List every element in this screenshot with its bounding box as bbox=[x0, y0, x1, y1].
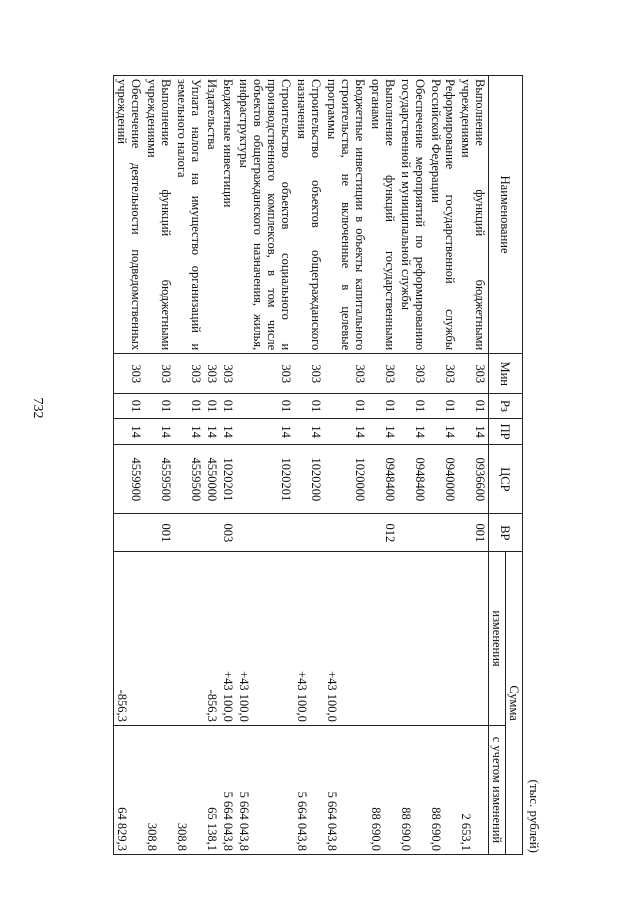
table-row bbox=[324, 76, 368, 855]
table-row bbox=[174, 76, 204, 855]
page-number: 732 bbox=[30, 397, 45, 419]
cell-change: +43 100,0 bbox=[294, 552, 324, 726]
table-row bbox=[398, 76, 428, 855]
table-row bbox=[368, 76, 398, 855]
cell-change bbox=[458, 552, 489, 726]
cell-csr: 1020201 bbox=[220, 445, 236, 514]
cell-pr: 14 bbox=[114, 418, 145, 445]
cell-change bbox=[428, 552, 458, 726]
cell-total: 5 664 043,8 bbox=[220, 725, 236, 854]
cell-vr bbox=[236, 514, 294, 552]
cell-total: 65 138,1 bbox=[204, 725, 220, 854]
cell-total: 88 690,0 bbox=[428, 725, 458, 854]
cell-total: 5 664 043,8 bbox=[236, 725, 294, 854]
cell-total: 308,8 bbox=[144, 725, 174, 854]
header-name: Наименование bbox=[489, 76, 523, 354]
cell-rz: 01 bbox=[220, 394, 236, 418]
table-row bbox=[220, 76, 236, 855]
cell-rz: 01 bbox=[236, 394, 294, 418]
cell-rz: 01 bbox=[174, 394, 204, 418]
cell-rz: 01 bbox=[368, 394, 398, 418]
cell-name: Реформирование государственной службы Российской Федерации bbox=[428, 76, 458, 354]
cell-total: 88 690,0 bbox=[368, 725, 398, 854]
cell-min: 303 bbox=[204, 354, 220, 394]
cell-csr: 0940000 bbox=[428, 445, 458, 514]
budget-sheet bbox=[75, 75, 545, 855]
cell-vr bbox=[204, 514, 220, 552]
cell-pr: 14 bbox=[236, 418, 294, 445]
cell-min: 303 bbox=[324, 354, 368, 394]
cell-csr: 4559500 bbox=[174, 445, 204, 514]
table-row bbox=[204, 76, 220, 855]
cell-min: 303 bbox=[174, 354, 204, 394]
cell-name: Издательства bbox=[204, 76, 220, 354]
cell-csr: 0948400 bbox=[398, 445, 428, 514]
budget-table bbox=[113, 75, 523, 855]
header-pr: ПР bbox=[489, 418, 523, 445]
cell-pr: 14 bbox=[428, 418, 458, 445]
cell-min: 303 bbox=[428, 354, 458, 394]
cell-pr: 14 bbox=[144, 418, 174, 445]
cell-csr: 4559900 bbox=[114, 445, 145, 514]
header-sum: Сумма bbox=[506, 552, 523, 855]
cell-rz: 01 bbox=[398, 394, 428, 418]
cell-pr: 14 bbox=[220, 418, 236, 445]
cell-change: -856,3 bbox=[204, 552, 220, 726]
cell-name: Строительство объектов социального и производственного комплексов, в том числе объектов общегражданского назначения, жилья, инфраструктуры bbox=[236, 76, 294, 354]
cell-pr: 14 bbox=[324, 418, 368, 445]
cell-min: 303 bbox=[368, 354, 398, 394]
cell-name: Выполнение функций бюджетными учреждениями bbox=[458, 76, 489, 354]
cell-change bbox=[144, 552, 174, 726]
cell-total: 5 664 043,8 bbox=[324, 725, 368, 854]
cell-change: -856,3 bbox=[114, 552, 145, 726]
cell-rz: 01 bbox=[428, 394, 458, 418]
cell-rz: 01 bbox=[324, 394, 368, 418]
cell-min: 303 bbox=[144, 354, 174, 394]
cell-name: Бюджетные инвестиции bbox=[220, 76, 236, 354]
cell-change bbox=[398, 552, 428, 726]
table-row bbox=[294, 76, 324, 855]
header-min: Мин bbox=[489, 354, 523, 394]
cell-name: Выполнение функций государственными органами bbox=[368, 76, 398, 354]
cell-pr: 14 bbox=[204, 418, 220, 445]
header-vr: ВР bbox=[489, 514, 523, 552]
cell-vr: 003 bbox=[220, 514, 236, 552]
table-row bbox=[458, 76, 489, 855]
cell-vr bbox=[114, 514, 145, 552]
cell-csr: 1020201 bbox=[236, 445, 294, 514]
cell-min: 303 bbox=[236, 354, 294, 394]
cell-csr: 1020000 bbox=[324, 445, 368, 514]
header-rz: Рз bbox=[489, 394, 523, 418]
cell-min: 303 bbox=[114, 354, 145, 394]
cell-pr: 14 bbox=[174, 418, 204, 445]
cell-pr: 14 bbox=[368, 418, 398, 445]
cell-rz: 01 bbox=[144, 394, 174, 418]
cell-name: Уплата налога на имущество организаций и земельного налога bbox=[174, 76, 204, 354]
cell-change bbox=[368, 552, 398, 726]
cell-csr: 0948400 bbox=[368, 445, 398, 514]
cell-pr: 14 bbox=[294, 418, 324, 445]
table-row bbox=[114, 76, 145, 855]
cell-name: Обеспечение мероприятий по реформированию государственной и муниципальной службы bbox=[398, 76, 428, 354]
cell-csr: 4559500 bbox=[144, 445, 174, 514]
table-body bbox=[114, 76, 489, 855]
cell-min: 303 bbox=[398, 354, 428, 394]
cell-vr: 001 bbox=[458, 514, 489, 552]
cell-rz: 01 bbox=[458, 394, 489, 418]
units-label: (тыс. рублей) bbox=[527, 779, 542, 853]
cell-vr: 001 bbox=[144, 514, 174, 552]
cell-csr: 0936600 bbox=[458, 445, 489, 514]
table-row bbox=[236, 76, 294, 855]
header-csr: ЦСР bbox=[489, 445, 523, 514]
cell-vr: 012 bbox=[368, 514, 398, 552]
cell-rz: 01 bbox=[294, 394, 324, 418]
header-with-changes: с учетом изменений bbox=[489, 725, 506, 854]
cell-vr bbox=[294, 514, 324, 552]
cell-total: 308,8 bbox=[174, 725, 204, 854]
cell-name: Выполнение функций бюджетными учреждениями bbox=[144, 76, 174, 354]
table-row bbox=[428, 76, 458, 855]
cell-pr: 14 bbox=[458, 418, 489, 445]
cell-vr bbox=[174, 514, 204, 552]
cell-csr: 1020200 bbox=[294, 445, 324, 514]
cell-vr bbox=[398, 514, 428, 552]
header-changes: изменения bbox=[489, 552, 506, 726]
cell-change: +43 100,0 bbox=[324, 552, 368, 726]
cell-total: 64 829,3 bbox=[114, 725, 145, 854]
cell-rz: 01 bbox=[114, 394, 145, 418]
cell-total: 88 690,0 bbox=[398, 725, 428, 854]
table-row bbox=[144, 76, 174, 855]
cell-name: Бюджетные инвестиции в объекты капитального строительства, не включенные в целевые программы bbox=[324, 76, 368, 354]
cell-change bbox=[174, 552, 204, 726]
cell-total: 5 664 043,8 bbox=[294, 725, 324, 854]
cell-change: +43 100,0 bbox=[220, 552, 236, 726]
cell-csr: 4550000 bbox=[204, 445, 220, 514]
cell-min: 303 bbox=[458, 354, 489, 394]
cell-total: 2 653,1 bbox=[458, 725, 489, 854]
cell-vr bbox=[428, 514, 458, 552]
cell-pr: 14 bbox=[398, 418, 428, 445]
cell-vr bbox=[324, 514, 368, 552]
cell-min: 303 bbox=[294, 354, 324, 394]
cell-min: 303 bbox=[220, 354, 236, 394]
cell-name: Обеспечение деятельности подведомственных учреждений bbox=[114, 76, 145, 354]
cell-name: Строительство объектов общегражданского назначения bbox=[294, 76, 324, 354]
cell-change: +43 100,0 bbox=[236, 552, 294, 726]
cell-rz: 01 bbox=[204, 394, 220, 418]
